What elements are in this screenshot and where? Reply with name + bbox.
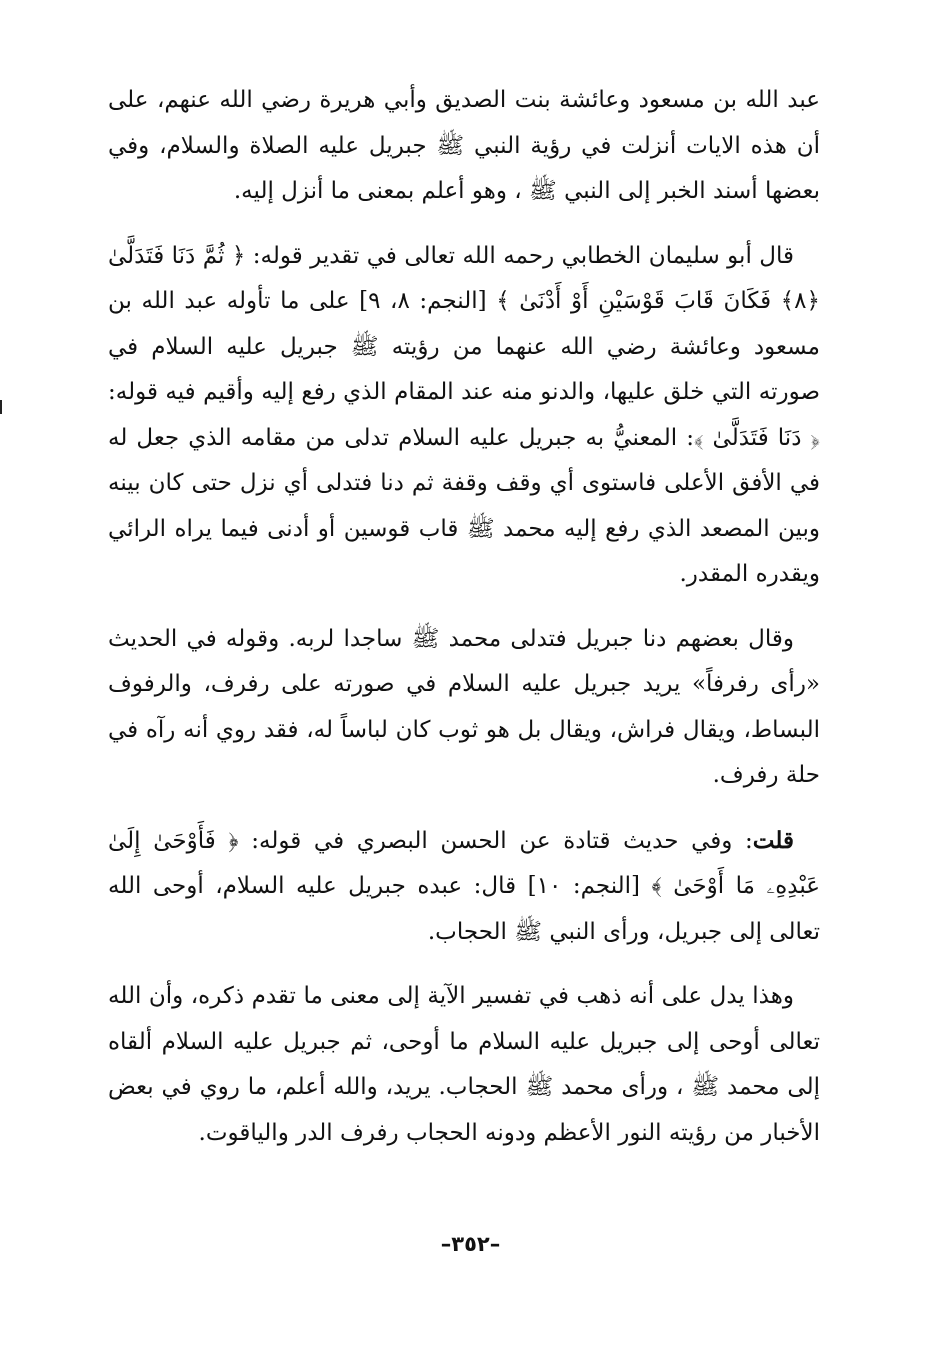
margin-mark <box>0 400 2 414</box>
paragraph-1-text: عبد الله بن مسعود وعائشة بنت الصديق وأبي هريرة رضي الله عنهم، على أن هذه الايات أنزلت في رؤية النبي ﷺ جبريل عليه الصلاة والسلام، وفي بعضها أسند الخبر إلى النبي ﷺ ، وهو أعلم بمعنى ما أنزل إليه. <box>108 87 820 204</box>
paragraph-2 <box>108 234 820 598</box>
page-number: –٣٥٢– <box>440 1232 501 1256</box>
paragraph-3 <box>108 617 820 799</box>
page-body <box>108 78 820 1175</box>
paragraph-4-text: : وفي حديث قتادة عن الحسن البصري في قوله: ﴿ فَأَوْحَىٰ إِلَىٰ عَبْدِهِۦ مَا أَوْحَىٰ ﴾ [النجم: ١٠] قال: عبده جبريل عليه السلام، أوحى الله تعالى إلى جبريل، ورأى النبي ﷺ الحجاب. <box>108 827 820 945</box>
paragraph-4-lead: قلت <box>752 826 794 854</box>
paragraph-5 <box>108 974 820 1156</box>
paragraph-5-text: وهذا يدل على أنه ذهب في تفسير الآية إلى معنى ما تقدم ذكره، وأن الله تعالى أوحى إلى جبريل عليه السلام ما أوحى، ثم جبريل عليه السلام ألقاه إلى محمد ﷺ ، ورأى محمد ﷺ الحجاب. يريد، والله أعلم، ما روي في بعض الأخبار من رؤيته النور الأعظم ودونه الحجاب رفرف الدر والياقوت. <box>108 983 820 1146</box>
paragraph-2-text: قال أبو سليمان الخطابي رحمه الله تعالى في تقدير قوله: ﴿ ثُمَّ دَنَا فَتَدَلَّىٰ ﴿٨﴾ فَكَانَ قَابَ قَوْسَيْنِ أَوْ أَدْنَىٰ ﴾ [النجم: ٨، ٩] على ما تأوله عبد الله بن مسعود وعائشة رضي الله عنهما من رؤيته ﷺ جبريل عليه السلام في صورته التي خلق عليها، والدنو منه عند المقام الذي رفع إليه وأقيم فيه قوله: ﴿ دَنَا فَتَدَلَّىٰ ﴾: المعنيُّ به جبريل عليه السلام تدلى من مقامه الذي جعل له في الأفق الأعلى فاستوى أي وقف وقفة ثم دنا فتدلى أي نزل حتى كان بينه وبين المصعد الذي رفع إليه محمد ﷺ قاب قوسين أو أدنى فيما يراه الرائي ويقدره المقدر. <box>108 242 821 587</box>
paragraph-1 <box>108 78 820 215</box>
paragraph-3-text: وقال بعضهم دنا جبريل فتدلى محمد ﷺ ساجدا لربه. وقوله في الحديث «رأى رفرفاً» يريد جبريل عليه السلام في صورته على رفرف، والرفوف البساط، ويقال فراش، ويقال بل هو ثوب كان لباساً له، فقد روي أنه رآه في حلة رفرف. <box>108 625 820 788</box>
paragraph-4 <box>108 818 820 956</box>
